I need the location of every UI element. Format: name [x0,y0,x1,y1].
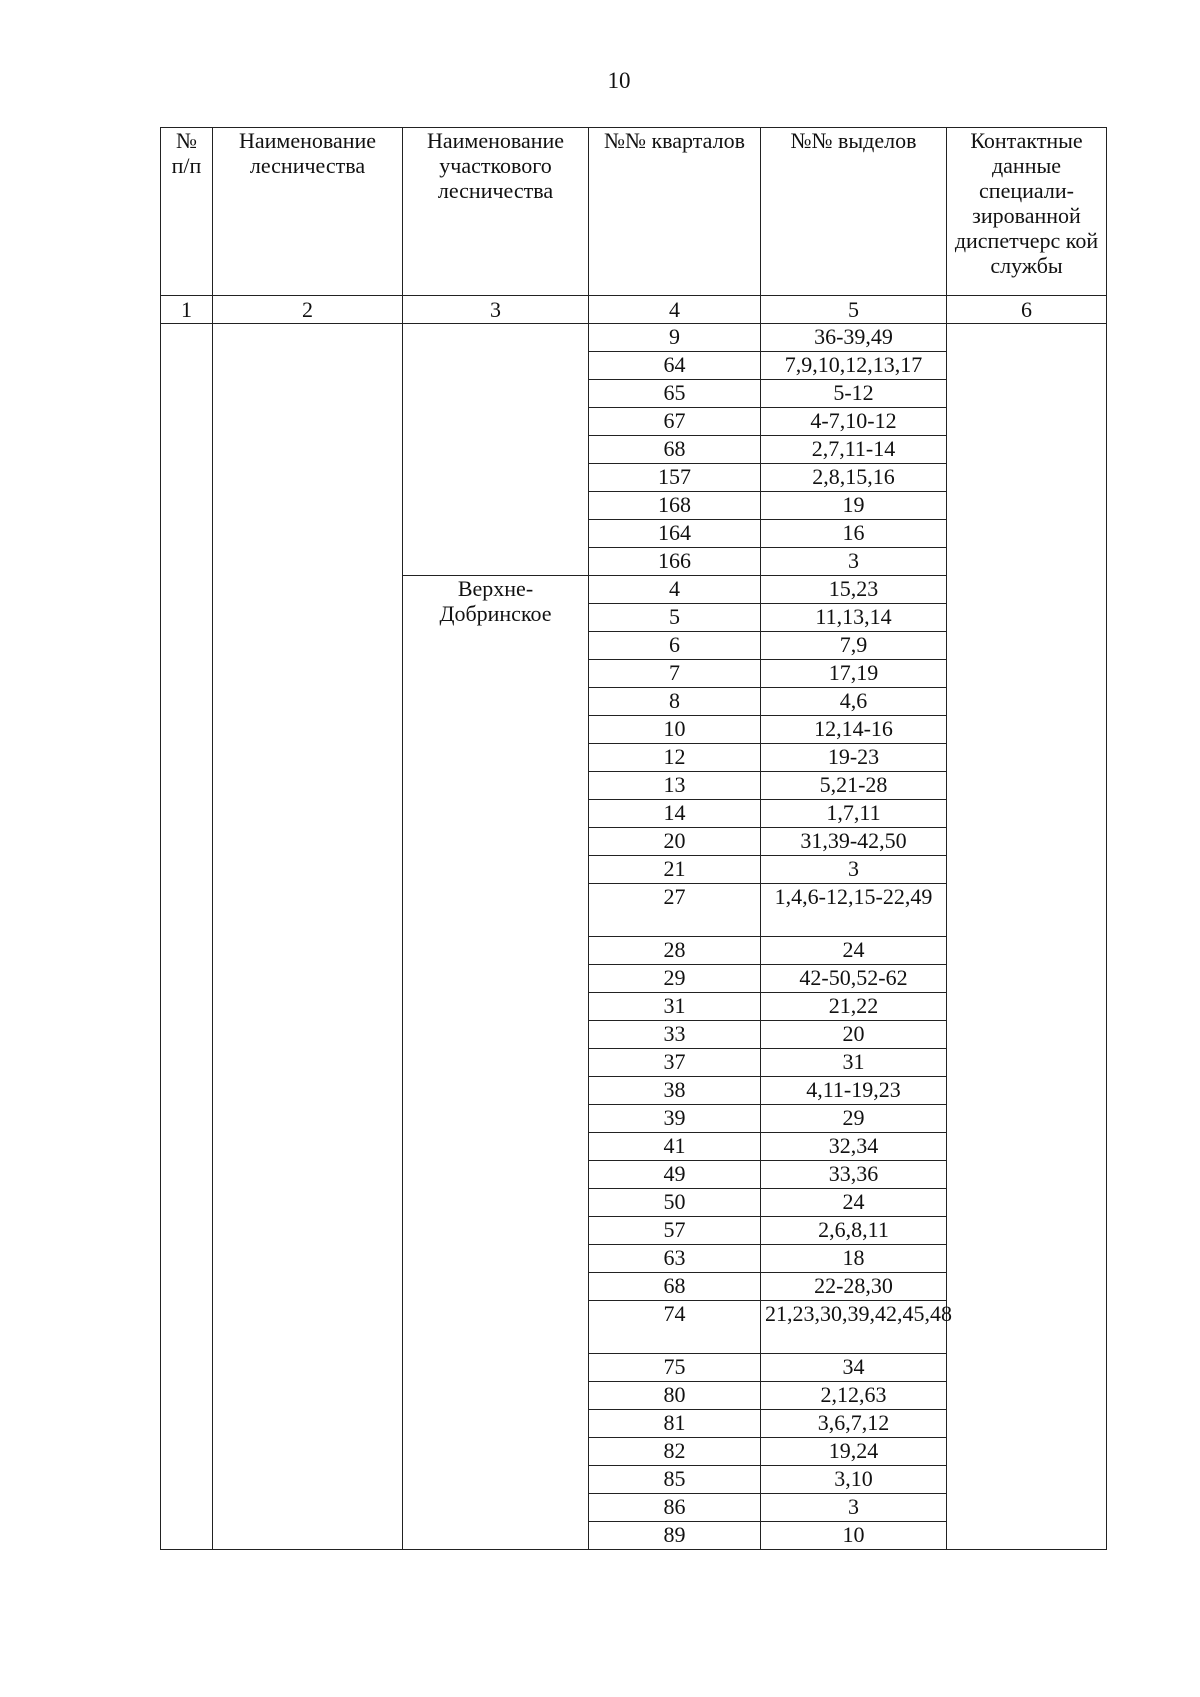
allotment-numbers: 11,13,14 [761,604,947,632]
allotment-numbers: 2,12,63 [761,1382,947,1410]
header-number: № п/п [161,128,213,296]
column-number-row [161,296,1107,324]
allotment-numbers: 31 [761,1049,947,1077]
allotment-numbers: 19 [761,492,947,520]
quarter-number: 164 [589,520,761,548]
allotment-numbers: 7,9 [761,632,947,660]
quarter-number: 75 [589,1354,761,1382]
allotment-numbers: 10 [761,1522,947,1550]
allotment-numbers: 33,36 [761,1161,947,1189]
allotment-numbers: 4-7,10-12 [761,408,947,436]
quarter-number: 37 [589,1049,761,1077]
allotment-numbers: 24 [761,1189,947,1217]
forestry-name-cell [213,324,403,1550]
allotment-numbers: 19,24 [761,1438,947,1466]
allotment-numbers: 4,6 [761,688,947,716]
header-quarters: №№ кварталов [589,128,761,296]
header-forestry-name: Наименование лесничества [213,128,403,296]
allotment-numbers: 36-39,49 [761,324,947,352]
header-allotments: №№ выделов [761,128,947,296]
quarter-number: 38 [589,1077,761,1105]
allotment-numbers: 22-28,30 [761,1273,947,1301]
allotment-numbers: 15,23 [761,576,947,604]
quarter-number: 68 [589,436,761,464]
quarter-number: 86 [589,1494,761,1522]
allotment-numbers: 3 [761,548,947,576]
quarter-number: 10 [589,716,761,744]
dispatch-contacts-cell [947,324,1107,1550]
quarter-number: 81 [589,1410,761,1438]
quarter-number: 21 [589,856,761,884]
page-number: 10 [607,68,631,93]
column-number: 2 [213,296,403,324]
quarter-number: 65 [589,380,761,408]
quarter-number: 7 [589,660,761,688]
quarter-number: 50 [589,1189,761,1217]
allotment-numbers: 3,6,7,12 [761,1410,947,1438]
quarter-number: 5 [589,604,761,632]
allotment-numbers: 16 [761,520,947,548]
allotment-numbers: 3 [761,856,947,884]
quarter-number: 57 [589,1217,761,1245]
header-dispatch-contacts: Контактные данные специали-зированной диспетчерс кой службы [947,128,1107,296]
header-row [161,128,1107,296]
allotment-numbers: 34 [761,1354,947,1382]
district-forestry-name [403,324,589,576]
allotment-numbers: 21,22 [761,993,947,1021]
table-row [161,324,1107,352]
quarter-number: 33 [589,1021,761,1049]
allotment-numbers: 17,19 [761,660,947,688]
quarter-number: 85 [589,1466,761,1494]
quarter-number: 13 [589,772,761,800]
quarter-number: 20 [589,828,761,856]
allotment-numbers: 2,7,11-14 [761,436,947,464]
allotment-numbers: 2,6,8,11 [761,1217,947,1245]
allotment-numbers: 29 [761,1105,947,1133]
allotment-numbers: 20 [761,1021,947,1049]
allotment-numbers: 7,9,10,12,13,17 [761,352,947,380]
allotment-numbers: 5,21-28 [761,772,947,800]
quarter-number: 68 [589,1273,761,1301]
column-number: 5 [761,296,947,324]
allotment-numbers: 42-50,52-62 [761,965,947,993]
allotment-numbers: 3 [761,1494,947,1522]
quarter-number: 74 [589,1301,761,1354]
quarter-number: 27 [589,884,761,937]
number-cell [161,324,213,1550]
forest-quarters-table [160,127,1107,1550]
allotment-numbers: 12,14-16 [761,716,947,744]
allotment-numbers: 3,10 [761,1466,947,1494]
quarter-number: 14 [589,800,761,828]
quarter-number: 67 [589,408,761,436]
allotment-numbers: 1,7,11 [761,800,947,828]
quarter-number: 6 [589,632,761,660]
quarter-number: 49 [589,1161,761,1189]
allotment-numbers: 32,34 [761,1133,947,1161]
quarter-number: 8 [589,688,761,716]
quarter-number: 63 [589,1245,761,1273]
quarter-number: 157 [589,464,761,492]
allotment-numbers: 5-12 [761,380,947,408]
allotment-numbers: 21,23,30,39,42,45,48 [761,1301,947,1354]
quarter-number: 39 [589,1105,761,1133]
column-number: 1 [161,296,213,324]
quarter-number: 80 [589,1382,761,1410]
header-district-forestry-name: Наименование участкового лесничества [403,128,589,296]
allotment-numbers: 2,8,15,16 [761,464,947,492]
quarter-number: 29 [589,965,761,993]
quarter-number: 9 [589,324,761,352]
quarter-number: 166 [589,548,761,576]
allotment-numbers: 31,39-42,50 [761,828,947,856]
quarter-number: 168 [589,492,761,520]
quarter-number: 12 [589,744,761,772]
column-number: 6 [947,296,1107,324]
allotment-numbers: 19-23 [761,744,947,772]
quarter-number: 28 [589,937,761,965]
allotment-numbers: 1,4,6-12,15-22,49 [761,884,947,937]
quarter-number: 31 [589,993,761,1021]
table-body [161,324,1107,1550]
quarter-number: 89 [589,1522,761,1550]
column-number: 3 [403,296,589,324]
allotment-numbers: 24 [761,937,947,965]
district-forestry-name: Верхне-Добринское [403,576,589,1550]
allotment-numbers: 4,11-19,23 [761,1077,947,1105]
quarter-number: 64 [589,352,761,380]
quarter-number: 82 [589,1438,761,1466]
quarter-number: 4 [589,576,761,604]
allotment-numbers: 18 [761,1245,947,1273]
column-number: 4 [589,296,761,324]
quarter-number: 41 [589,1133,761,1161]
